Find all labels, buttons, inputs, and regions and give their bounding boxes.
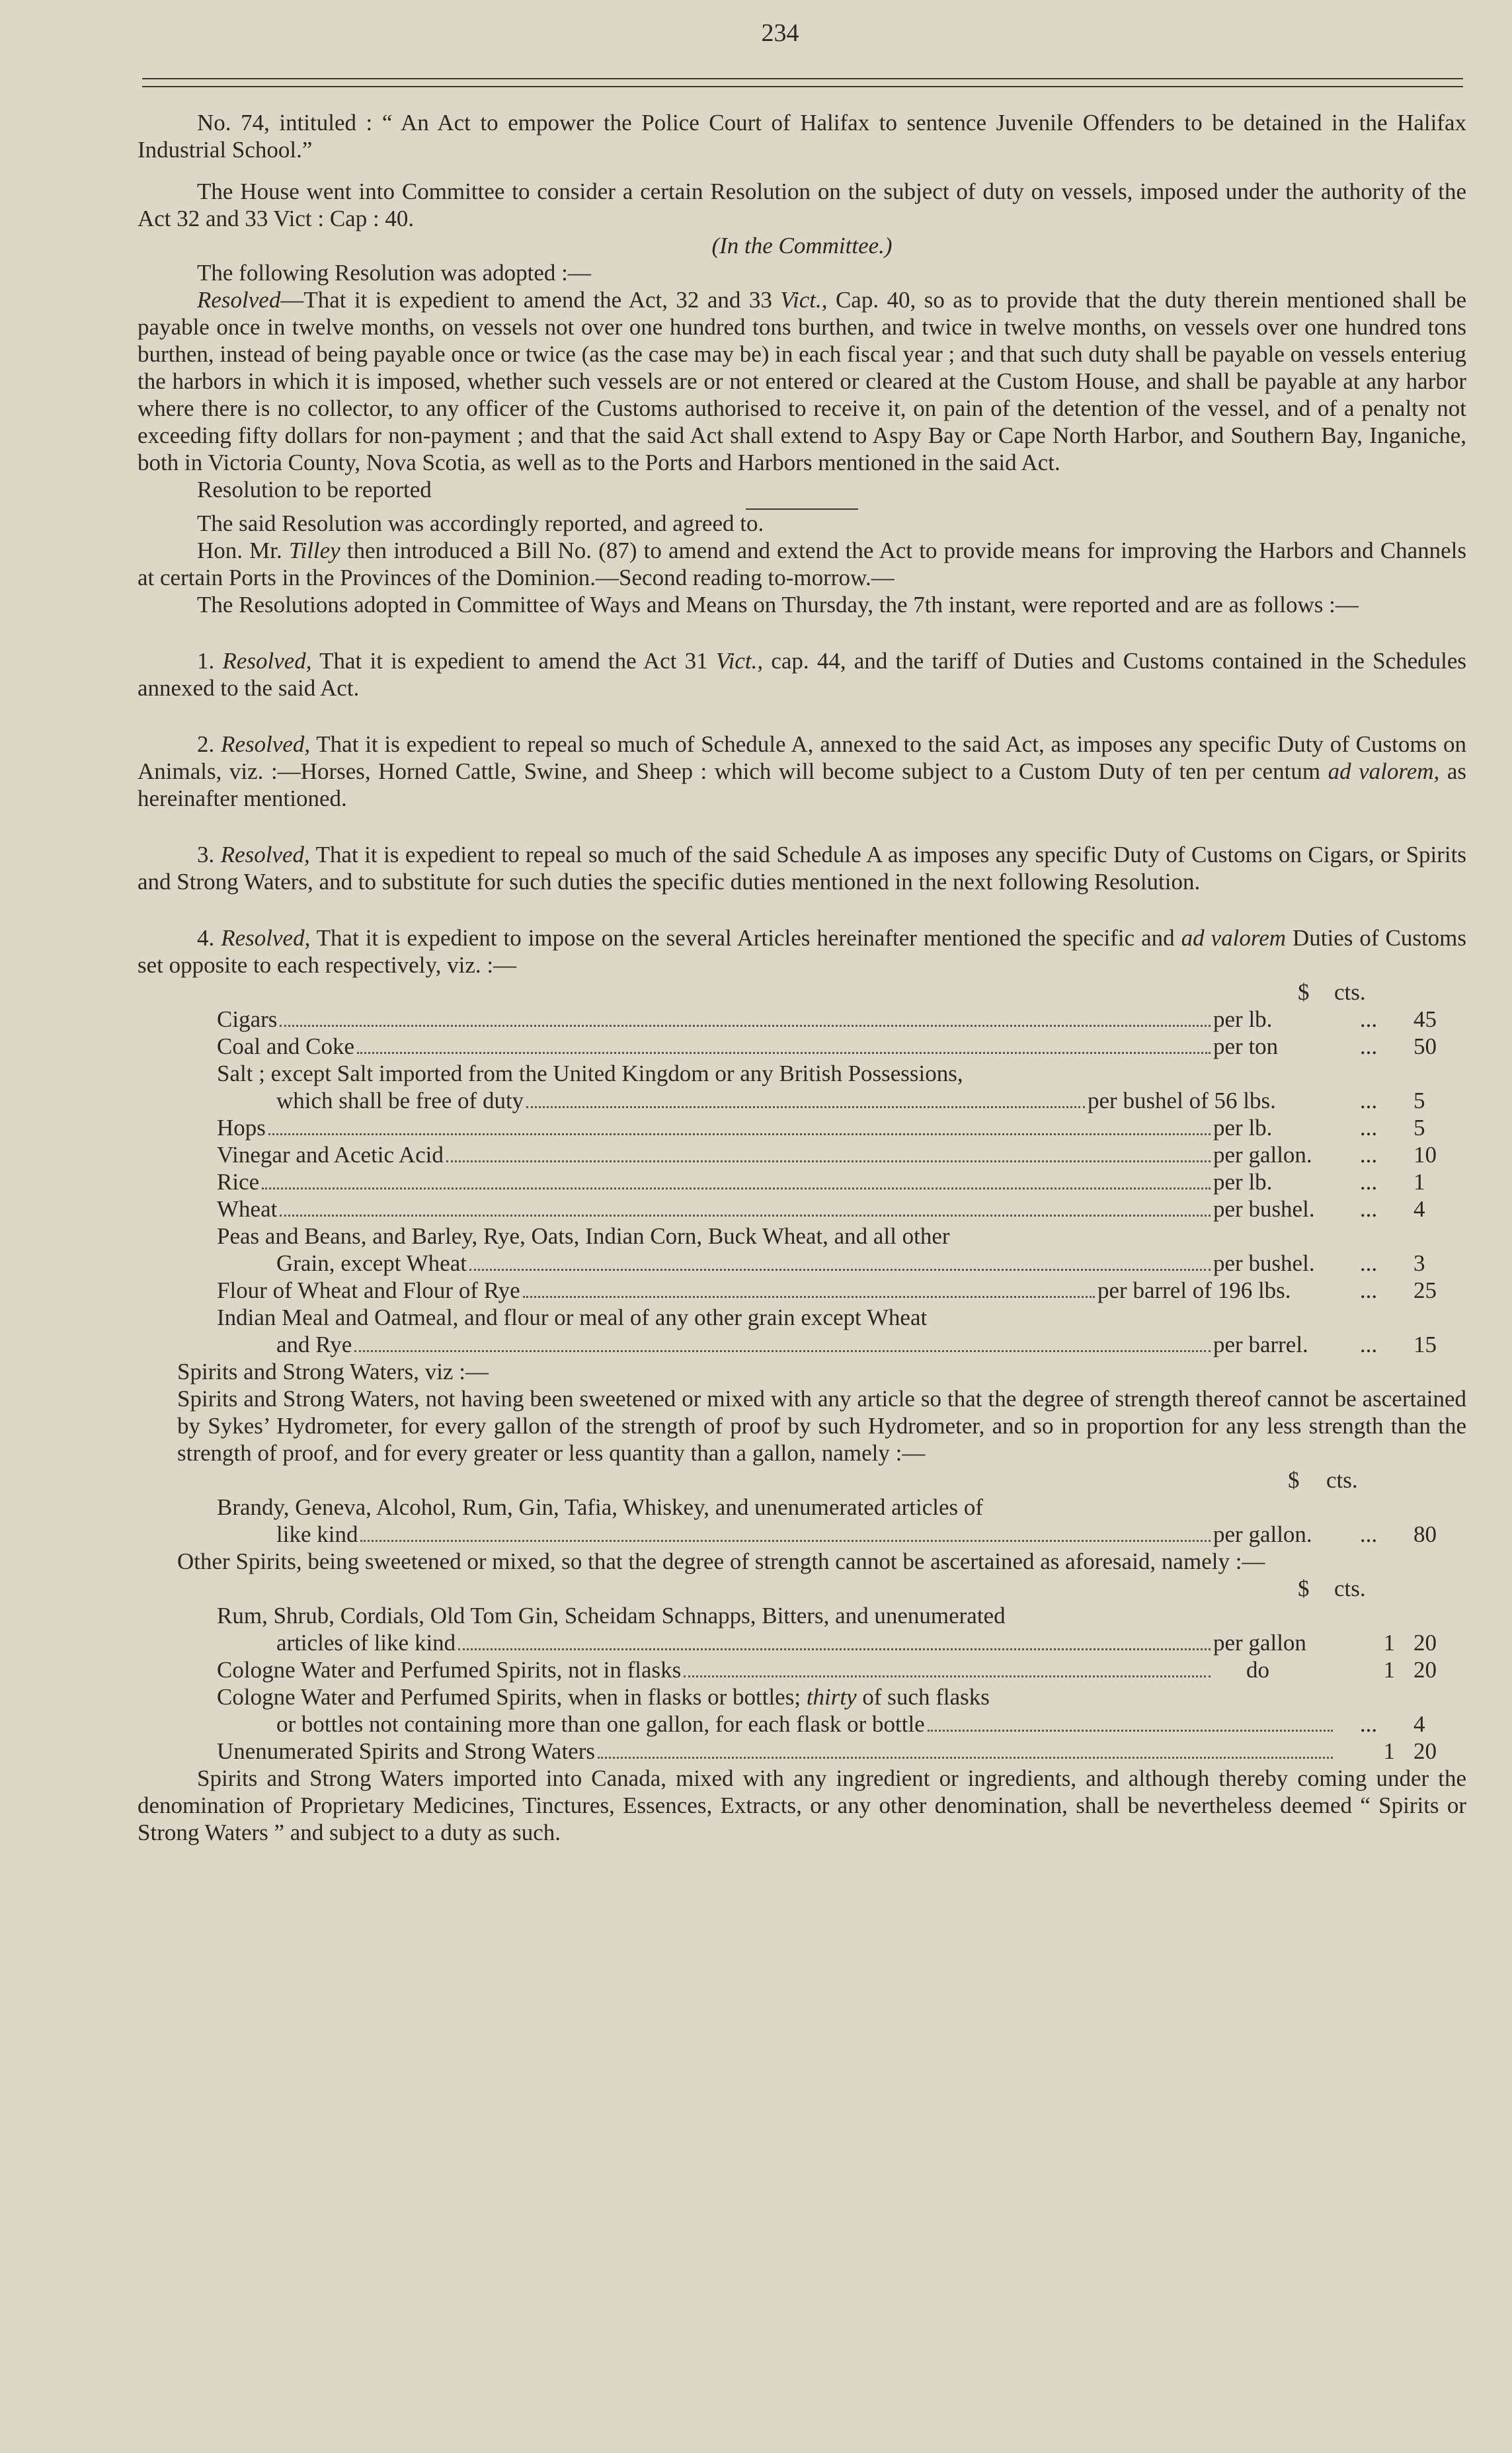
tariff-row-label: Brandy, Geneva, Alcohol, Rum, Gin, Tafia, Whiskey, and unenumerated articles of bbox=[217, 1494, 984, 1520]
resolution-2: 2. Resolved, That it is expedient to repeal so much of Schedule A, annexed to the said Act, as imposes any specific Duty of Customs on Animals, viz. :—Horses, Horned Cattle, Swine, and Sheep : which will become subject to a Custom Duty of ten per centum ad valorem, as hereinafter mentioned. bbox=[138, 731, 1467, 811]
committee-heading: (In the Committee.) bbox=[711, 233, 893, 259]
tariff-row-label: Salt ; except Salt imported from the United Kingdom or any British Possessions, bbox=[217, 1061, 963, 1086]
tariff-row: which shall be free of duty per bushel of 56 lbs. ... 5 bbox=[276, 1088, 1425, 1113]
tariff-row: and Rye per barrel. ... 15 bbox=[276, 1332, 1437, 1357]
tariff-row: Wheat per bushel. ... 4 bbox=[217, 1196, 1425, 1222]
resolution-1: 1. Resolved, That it is expedient to amend the Act 31 Vict., cap. 44, and the tariff of Duties and Customs contained in the Schedules annexed to the said Act. bbox=[138, 648, 1467, 701]
units-header-2: $ cts. bbox=[1288, 1467, 1358, 1493]
resolution-4: 4. Resolved, That it is expedient to impose on the several Articles hereinafter mentioned the specific and ad valorem Duties of Customs set opposite to each respectively, viz. :— bbox=[138, 925, 1467, 978]
tariff-row: Cigars per lb. ... 45 bbox=[217, 1006, 1437, 1032]
tariff-row: Flour of Wheat and Flour of Rye per barrel of 196 lbs. ... 25 bbox=[217, 1277, 1437, 1303]
header-rule-bottom bbox=[142, 86, 1463, 87]
paragraph-committee: The House went into Committee to consider a certain Resolution on the subject of duty on vessels, imposed under the authority of the Act 32 and 33 Vict : Cap : 40. bbox=[138, 179, 1466, 231]
page-number: 234 bbox=[761, 19, 799, 47]
tariff-row: Cologne Water and Perfumed Spirits, not in flasks do 1 20 bbox=[217, 1657, 1437, 1683]
tariff-row: Hops per lb. ... 5 bbox=[217, 1115, 1425, 1141]
spirits-heading: Spirits and Strong Waters, viz :— bbox=[177, 1359, 489, 1385]
paragraph-to-be-reported: Resolution to be reported bbox=[197, 477, 432, 503]
paragraph-act-74: No. 74, intituled : “ An Act to empower the Police Court of Halifax to sentence Juvenile Offenders to be detained in the Halifax Industrial School.” bbox=[138, 110, 1466, 163]
tariff-row: Grain, except Wheat per bushel. ... 3 bbox=[276, 1250, 1425, 1276]
units-header-3: $ cts. bbox=[1298, 1576, 1366, 1601]
paragraph-ways-and-means: The Resolutions adopted in Committee of Ways and Means on Thursday, the 7th instant, were reported and are as follows :— bbox=[197, 592, 1359, 618]
tariff-row-label: Rum, Shrub, Cordials, Old Tom Gin, Scheidam Schnapps, Bitters, and unenumerated bbox=[217, 1603, 1006, 1629]
units-header-1: $ cts. bbox=[1298, 979, 1366, 1005]
other-spirits-paragraph: Other Spirits, being sweetened or mixed, so that the degree of strength cannot be ascertained as aforesaid, namely :— bbox=[177, 1548, 1265, 1574]
paragraph-reported: The said Resolution was accordingly reported, and agreed to. bbox=[197, 510, 764, 536]
tariff-row: articles of like kind per gallon 1 20 bbox=[276, 1630, 1437, 1656]
tariff-row: or bottles not containing more than one gallon, for each flask or bottle ... 4 bbox=[276, 1711, 1425, 1737]
tariff-row-label: Cologne Water and Perfumed Spirits, when in flasks or bottles; thirty of such flasks bbox=[217, 1684, 990, 1710]
header-rule-top bbox=[142, 78, 1463, 79]
tariff-row: Coal and Coke per ton ... 50 bbox=[217, 1033, 1437, 1059]
tariff-row: Vinegar and Acetic Acid per gallon. ... 10 bbox=[217, 1142, 1437, 1168]
paragraph-resolution-adopted: The following Resolution was adopted :— bbox=[197, 260, 591, 286]
paragraph-tilley-bill: Hon. Mr. Tilley then introduced a Bill No. (87) to amend and extend the Act to provide means for improving the Harbors and Channels at certain Ports in the Provinces of the Dominion.—Second reading to-morrow.— bbox=[138, 538, 1466, 590]
paragraph-resolved-duty: Resolved—That it is expedient to amend the Act, 32 and 33 Vict., Cap. 40, so as to provide that the duty therein mentioned shall be payable once in twelve months, on vessels not over one hundred tons burthen, and twice in twelve months, on vessels over one hundred tons burthen, instead of being payable once or twice (as the case may be) in each fiscal year ; and that such duty shall be payable on vessels enteriug the harbors in which it is imposed, whether such vessels are or not entered or cleared at the Custom House, and shall be payable at any harbor where there is no collector, to any officer of the Customs authorised to receive it, on pain of the detention of the vessel, and of a penalty not exceeding fifty dollars for non-payment ; and that the said Act shall extend to Aspy Bay or Cape North Harbor, and Southern Bay, Inganiche, both in Victoria County, Nova Scotia, as well as to the Ports and Harbors mentioned in the said Act. bbox=[138, 287, 1466, 475]
spirits-paragraph: Spirits and Strong Waters, not having been sweetened or mixed with any article so that the degree of strength thereof cannot be ascertained by Sykes’ Hydrometer, for every gallon of the strength of proof by such Hydrometer, and so in proportion for any less strength than the strength of proof, and for every greater or less quantity than a gallon, namely :— bbox=[177, 1386, 1466, 1466]
page-body bbox=[138, 109, 1466, 1846]
tariff-row-label: Peas and Beans, and Barley, Rye, Oats, Indian Corn, Buck Wheat, and all other bbox=[217, 1223, 950, 1249]
tariff-row-label: Indian Meal and Oatmeal, and flour or meal of any other grain except Wheat bbox=[217, 1305, 928, 1330]
tariff-row: Rice per lb. ... 1 bbox=[217, 1169, 1425, 1195]
resolution-3: 3. Resolved, That it is expedient to repeal so much of the said Schedule A as imposes any specific Duty of Customs on Cigars, or Spirits and Strong Waters, and to substitute for such duties the specific duties mentioned in the next following Resolution. bbox=[138, 842, 1466, 895]
tariff-row: like kind per gallon. ... 80 bbox=[276, 1521, 1437, 1547]
spirits-imported-paragraph: Spirits and Strong Waters imported into Canada, mixed with any ingredient or ingredients, and although thereby coming under the denomination of Proprietary Medicines, Tinctures, Essences, Extracts, or any other denomination, shall be nevertheless deemed “ Spirits or Strong Waters ” and subject to a duty as such. bbox=[138, 1765, 1466, 1845]
tariff-row: Unenumerated Spirits and Strong Waters 1 20 bbox=[217, 1738, 1437, 1764]
